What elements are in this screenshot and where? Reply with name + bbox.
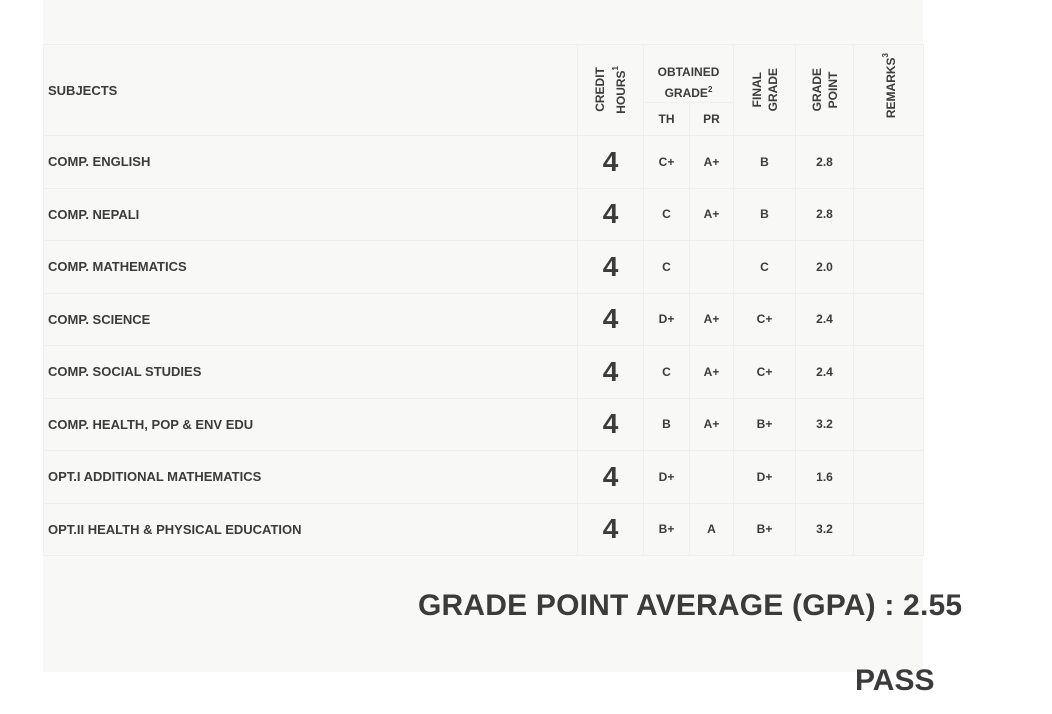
subject-cell: COMP. NEPALI — [44, 188, 578, 241]
th-grade-cell: C — [644, 346, 690, 399]
final-grade-cell: B+ — [734, 398, 796, 451]
table-row — [44, 503, 924, 556]
header-subjects: SUBJECTS — [44, 45, 578, 136]
result-status: PASS — [855, 664, 935, 697]
table-row — [44, 188, 924, 241]
pr-grade-cell: A+ — [690, 398, 734, 451]
pr-grade-cell: A+ — [690, 293, 734, 346]
subject-cell: COMP. MATHEMATICS — [44, 241, 578, 294]
remarks-cell — [854, 293, 924, 346]
remarks-cell — [854, 346, 924, 399]
final-grade-cell: D+ — [734, 451, 796, 504]
table-header — [44, 45, 924, 136]
pr-grade-cell — [690, 451, 734, 504]
header-credit-hours: CREDIT HOURS$^1$ — [578, 45, 644, 136]
header-remarks: REMARKS$^3$ — [854, 45, 924, 136]
final-grade-cell: B+ — [734, 503, 796, 556]
header-grade-point: GRADE POINT — [796, 45, 854, 136]
th-grade-cell: D+ — [644, 293, 690, 346]
subject-cell: COMP. HEALTH, POP & ENV EDU — [44, 398, 578, 451]
grade-point-cell: 3.2 — [796, 398, 854, 451]
th-grade-cell: C — [644, 188, 690, 241]
subject-cell: COMP. ENGLISH — [44, 136, 578, 189]
remarks-cell — [854, 136, 924, 189]
grade-point-cell: 3.2 — [796, 503, 854, 556]
th-grade-cell: C — [644, 241, 690, 294]
grade-table-wrapper — [43, 44, 923, 556]
final-grade-cell: C — [734, 241, 796, 294]
grade-point-cell: 2.4 — [796, 346, 854, 399]
table-row — [44, 451, 924, 504]
table-row — [44, 136, 924, 189]
subject-cell: COMP. SOCIAL STUDIES — [44, 346, 578, 399]
remarks-cell — [854, 451, 924, 504]
grade-point-cell: 2.8 — [796, 136, 854, 189]
credit-cell: 4 — [578, 188, 644, 241]
pr-grade-cell: A+ — [690, 136, 734, 189]
remarks-cell — [854, 503, 924, 556]
pr-grade-cell: A — [690, 503, 734, 556]
header-th: TH — [644, 103, 690, 136]
header-obtained-grade: OBTAINED GRADE$^2$ — [644, 45, 734, 103]
grade-point-cell: 1.6 — [796, 451, 854, 504]
th-grade-cell: D+ — [644, 451, 690, 504]
gpa-summary: GRADE POINT AVERAGE (GPA) : 2.55 — [418, 589, 963, 622]
final-grade-cell: C+ — [734, 346, 796, 399]
th-grade-cell: B+ — [644, 503, 690, 556]
table-body — [44, 136, 924, 556]
credit-cell: 4 — [578, 451, 644, 504]
table-row — [44, 241, 924, 294]
final-grade-cell: B — [734, 188, 796, 241]
final-grade-cell: C+ — [734, 293, 796, 346]
table-row — [44, 293, 924, 346]
remarks-cell — [854, 188, 924, 241]
header-final-grade: FINAL GRADE — [734, 45, 796, 136]
subject-cell: OPT.II HEALTH & PHYSICAL EDUCATION — [44, 503, 578, 556]
pr-grade-cell: A+ — [690, 188, 734, 241]
remarks-cell — [854, 398, 924, 451]
remarks-cell — [854, 241, 924, 294]
pr-grade-cell — [690, 241, 734, 294]
subject-cell: OPT.I ADDITIONAL MATHEMATICS — [44, 451, 578, 504]
subject-cell: COMP. SCIENCE — [44, 293, 578, 346]
table-row — [44, 346, 924, 399]
credit-cell: 4 — [578, 241, 644, 294]
grade-point-cell: 2.0 — [796, 241, 854, 294]
credit-cell: 4 — [578, 398, 644, 451]
credit-cell: 4 — [578, 503, 644, 556]
grade-table — [43, 44, 924, 556]
final-grade-cell: B — [734, 136, 796, 189]
grade-sheet — [43, 0, 963, 697]
table-row — [44, 398, 924, 451]
credit-cell: 4 — [578, 293, 644, 346]
header-pr: PR — [690, 103, 734, 136]
pr-grade-cell: A+ — [690, 346, 734, 399]
grade-point-cell: 2.4 — [796, 293, 854, 346]
credit-cell: 4 — [578, 136, 644, 189]
credit-cell: 4 — [578, 346, 644, 399]
th-grade-cell: B — [644, 398, 690, 451]
th-grade-cell: C+ — [644, 136, 690, 189]
grade-point-cell: 2.8 — [796, 188, 854, 241]
